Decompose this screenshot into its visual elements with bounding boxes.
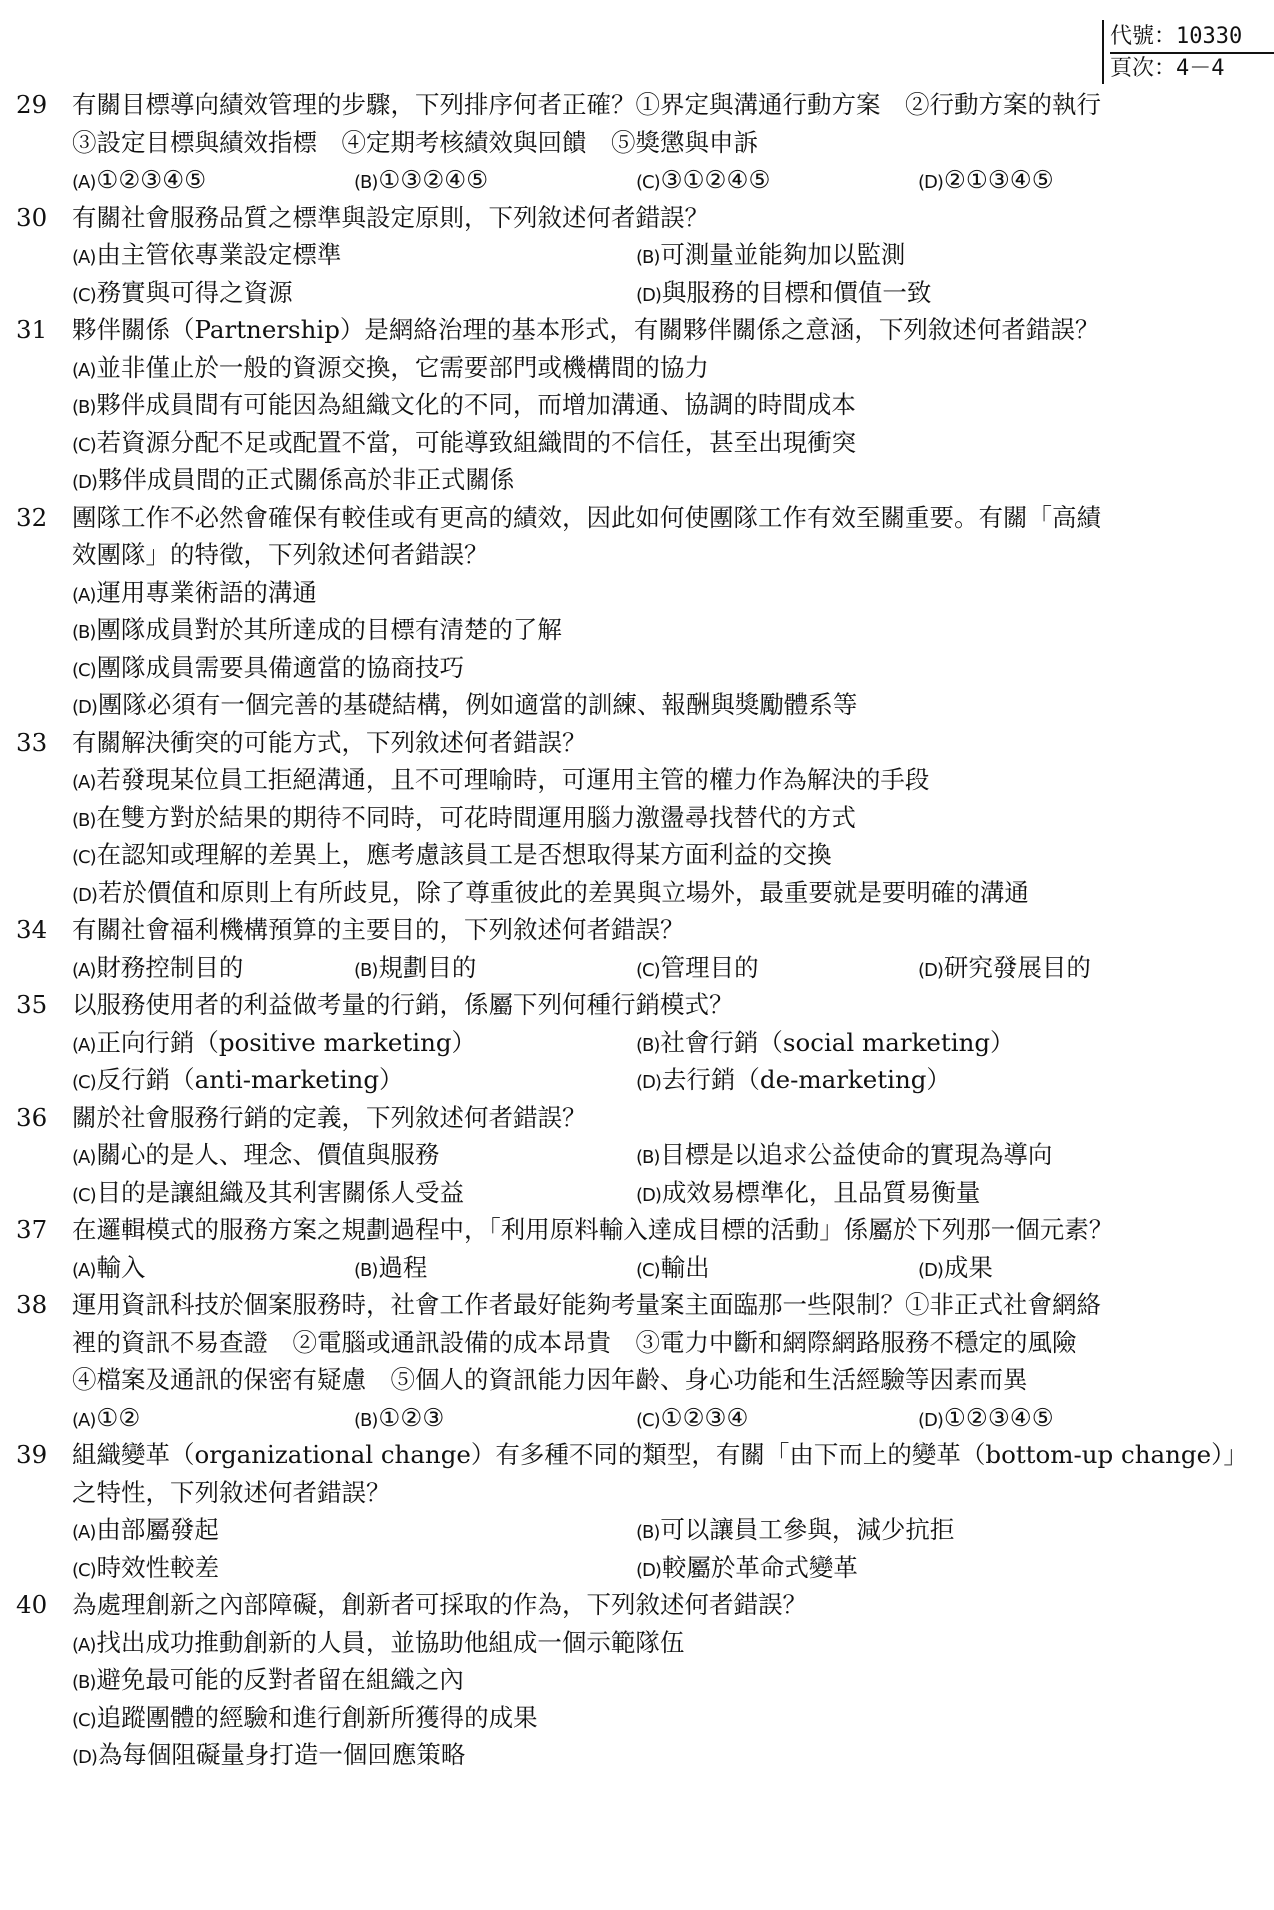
option-text: 財務控制目的 — [96, 952, 244, 982]
question-body — [72, 724, 1260, 912]
question-number: 35 — [16, 990, 48, 1019]
option-text: 由主管依專業設定標準 — [96, 240, 342, 269]
option-c — [636, 1249, 918, 1287]
question-31 — [16, 311, 1260, 499]
exam-code-box — [1102, 20, 1274, 84]
option-text: 成效易標準化，且品質易衡量 — [661, 1177, 981, 1207]
option-text: ①③②④⑤ — [378, 165, 489, 194]
question-29 — [16, 86, 1260, 199]
option-c — [72, 649, 1260, 687]
option-mark: (A) — [72, 1034, 96, 1056]
question-body — [72, 1099, 1260, 1212]
question-38 — [16, 1286, 1260, 1436]
question-39 — [16, 1436, 1260, 1586]
option-mark: (A) — [72, 772, 96, 793]
option-text: 可以讓員工參與，減少抗拒 — [660, 1515, 955, 1544]
option-mark: (D) — [636, 1559, 661, 1581]
option-group — [72, 1399, 1260, 1437]
option-mark: (C) — [636, 1259, 660, 1281]
option-d — [918, 1399, 1200, 1437]
question-number: 30 — [16, 202, 48, 232]
question-stem-line: 運用資訊科技於個案服務時，社會工作者最好能夠考量案主面臨那一些限制？①非正式社會網絡 — [72, 1290, 1101, 1319]
option-group — [72, 574, 1260, 724]
option-group — [72, 349, 1260, 499]
option-mark: (D) — [918, 959, 943, 981]
question-40 — [16, 1586, 1260, 1774]
question-stem-line: 有關社會服務品質之標準與設定原則，下列敘述何者錯誤？ — [72, 202, 709, 232]
option-b — [354, 1249, 636, 1287]
option-b — [72, 799, 1260, 837]
option-mark: (C) — [72, 434, 96, 456]
option-c — [72, 274, 636, 312]
option-c — [72, 424, 1260, 462]
option-b — [636, 1024, 1200, 1062]
option-text: 追蹤團體的經驗和進行創新所獲得的成果 — [96, 1702, 538, 1732]
option-c — [72, 1699, 1260, 1737]
option-mark: (B) — [636, 247, 660, 268]
option-text: ②①③④⑤ — [943, 165, 1054, 194]
option-text: 目標是以追求公益使命的實現為導向 — [660, 1140, 1053, 1169]
option-a — [72, 1511, 636, 1549]
question-stem-line: 效團隊」的特徵，下列敘述何者錯誤？ — [72, 540, 489, 569]
option-a — [72, 236, 636, 274]
option-a — [72, 574, 1260, 612]
option-text: 夥伴成員間的正式關係高於非正式關係 — [97, 465, 515, 494]
option-c — [636, 161, 918, 199]
option-group — [72, 161, 1260, 199]
option-d — [636, 1549, 1200, 1587]
question-stem-line: 有關社會福利機構預算的主要目的，下列敘述何者錯誤？ — [72, 915, 685, 944]
option-text: 夥伴成員間有可能因為組織文化的不同，而增加溝通、協調的時間成本 — [96, 390, 856, 419]
option-text: 較屬於革命式變革 — [661, 1552, 858, 1582]
question-stem-line: 有關目標導向績效管理的步驟，下列排序何者正確？①界定與溝通行動方案 ②行動方案的執行 — [72, 90, 1101, 119]
option-text: 團隊必須有一個完善的基礎結構，例如適當的訓練、報酬與獎勵體系等 — [97, 690, 858, 719]
question-number: 39 — [16, 1440, 48, 1469]
option-d — [72, 1736, 1260, 1774]
option-mark: (C) — [72, 1709, 96, 1731]
question-body — [72, 311, 1260, 499]
option-c — [72, 836, 1260, 874]
option-group — [72, 761, 1260, 911]
option-mark: (C) — [72, 284, 96, 306]
option-mark: (D) — [72, 1747, 97, 1768]
option-group — [72, 1024, 1260, 1099]
option-mark: (B) — [72, 1672, 96, 1693]
question-number: 29 — [16, 90, 48, 119]
option-mark: (D) — [918, 1259, 943, 1281]
option-mark: (A) — [72, 247, 96, 268]
question-37 — [16, 1211, 1260, 1286]
option-mark: (B) — [636, 1034, 660, 1056]
option-b — [354, 161, 636, 199]
question-body — [72, 1436, 1260, 1586]
option-d — [918, 161, 1200, 199]
option-mark: (A) — [72, 1409, 96, 1431]
option-group — [72, 1249, 1260, 1287]
question-stem-line: 以服務使用者的利益做考量的行銷，係屬下列何種行銷模式？ — [72, 990, 734, 1019]
question-36 — [16, 1099, 1260, 1212]
option-group — [72, 1136, 1260, 1211]
option-mark: (B) — [354, 1409, 378, 1431]
option-d — [636, 1061, 1200, 1099]
option-b — [72, 1661, 1260, 1699]
option-a — [72, 1624, 1260, 1662]
question-number: 38 — [16, 1290, 48, 1319]
option-c — [636, 949, 918, 987]
exam-code: 代號：10330 — [1110, 22, 1274, 54]
option-mark: (A) — [72, 172, 96, 193]
option-mark: (C) — [72, 1184, 96, 1206]
option-mark: (B) — [72, 809, 96, 831]
option-text: ①②③④⑤ — [96, 165, 207, 194]
option-mark: (A) — [72, 359, 96, 381]
option-mark: (D) — [72, 697, 97, 718]
option-text: 並非僅止於一般的資源交換，它需要部門或機構間的協力 — [96, 352, 709, 382]
question-stem-line: 夥伴關係（Partnership）是網絡治理的基本形式，有關夥伴關係之意涵，下列敘述何者錯誤？ — [72, 315, 1100, 344]
option-text: ①②③④⑤ — [943, 1402, 1054, 1432]
option-text: 團隊成員需要具備適當的協商技巧 — [96, 652, 465, 682]
option-a — [72, 949, 354, 987]
option-mark: (C) — [636, 1409, 660, 1431]
option-mark: (C) — [72, 659, 96, 681]
option-mark: (B) — [636, 1147, 660, 1168]
option-a — [72, 1249, 354, 1287]
option-text: 運用專業術語的溝通 — [96, 577, 317, 607]
option-mark: (A) — [72, 1259, 96, 1281]
option-mark: (A) — [72, 584, 96, 606]
option-b — [636, 236, 1200, 274]
question-body — [72, 86, 1260, 199]
question-stem-line: 關於社會服務行銷的定義，下列敘述何者錯誤？ — [72, 1102, 587, 1132]
option-a — [72, 349, 1260, 387]
option-text: 務實與可得之資源 — [96, 277, 293, 307]
question-body — [72, 499, 1260, 724]
option-b — [636, 1511, 1200, 1549]
option-text: 目的是讓組織及其利害關係人受益 — [96, 1177, 465, 1207]
option-text: 找出成功推動創新的人員，並協助他組成一個示範隊伍 — [96, 1627, 685, 1657]
option-text: 若資源分配不足或配置不當，可能導致組織間的不信任，甚至出現衝突 — [96, 427, 857, 457]
option-text: 過程 — [378, 1252, 428, 1282]
question-stem-line: 團隊工作不必然會確保有較佳或有更高的績效，因此如何使團隊工作有效至關重要。有關「高績 — [72, 502, 1101, 532]
option-text: ③①②④⑤ — [660, 165, 771, 194]
question-number: 31 — [16, 315, 48, 344]
question-number: 34 — [16, 915, 48, 944]
option-mark: (D) — [636, 284, 661, 306]
option-b — [72, 611, 1260, 649]
option-text: ①② — [96, 1402, 141, 1432]
question-30 — [16, 199, 1260, 312]
option-mark: (B) — [354, 172, 378, 193]
question-stem-line: 組織變革（organizational change）有多種不同的類型，有關「由下而上的變革（bottom-up change）」 — [72, 1440, 1248, 1469]
option-text: 研究發展目的 — [943, 952, 1091, 982]
option-group — [72, 1511, 1260, 1586]
option-d — [918, 949, 1200, 987]
option-mark: (B) — [72, 397, 96, 418]
question-34 — [16, 911, 1260, 986]
option-text: 管理目的 — [660, 952, 759, 982]
option-a — [72, 1399, 354, 1437]
question-number: 36 — [16, 1102, 48, 1132]
option-mark: (D) — [918, 1409, 943, 1431]
option-text: 為每個阻礙量身打造一個回應策略 — [97, 1740, 466, 1769]
option-text: 反行銷（anti-marketing） — [96, 1065, 404, 1094]
option-mark: (A) — [72, 1147, 96, 1168]
option-mark: (A) — [72, 1522, 96, 1543]
option-text: 去行銷（de-marketing） — [661, 1065, 951, 1094]
option-text: 若發現某位員工拒絕溝通，且不可理喻時，可運用主管的權力作為解決的手段 — [96, 765, 930, 794]
option-group — [72, 236, 1260, 311]
question-33 — [16, 724, 1260, 912]
option-a — [72, 761, 1260, 799]
question-number: 32 — [16, 502, 48, 532]
option-text: 正向行銷（positive marketing） — [96, 1027, 477, 1057]
option-text: 若於價值和原則上有所歧見，除了尊重彼此的差異與立場外，最重要就是要明確的溝通 — [97, 877, 1029, 907]
option-group — [72, 949, 1260, 987]
question-35 — [16, 986, 1260, 1099]
question-stem-line: 之特性，下列敘述何者錯誤？ — [72, 1477, 391, 1507]
question-stem-line: 有關解決衝突的可能方式，下列敘述何者錯誤？ — [72, 727, 587, 757]
option-b — [354, 1399, 636, 1437]
option-text: 輸出 — [660, 1252, 710, 1282]
option-d — [72, 686, 1260, 724]
question-list — [16, 86, 1260, 1774]
question-body — [72, 199, 1260, 312]
option-mark: (C) — [72, 847, 96, 868]
option-text: 時效性較差 — [96, 1552, 220, 1582]
option-mark: (D) — [72, 472, 97, 493]
option-mark: (A) — [72, 1634, 96, 1656]
question-body — [72, 1211, 1260, 1286]
question-number: 40 — [16, 1590, 48, 1619]
question-stem-line: 裡的資訊不易查證 ②電腦或通訊設備的成本昂貴 ③電力中斷和網際網路服務不穩定的風險 — [72, 1327, 1077, 1357]
question-32 — [16, 499, 1260, 724]
option-d — [72, 874, 1260, 912]
question-body — [72, 1286, 1260, 1436]
option-mark: (C) — [72, 1559, 96, 1581]
option-mark: (C) — [72, 1072, 96, 1093]
option-b — [636, 1136, 1200, 1174]
option-d — [636, 274, 1200, 312]
option-text: ①②③ — [378, 1402, 445, 1432]
question-stem-line: 在邏輯模式的服務方案之規劃過程中，「利用原料輸入達成目標的活動」係屬於下列那一個元素？ — [72, 1215, 1114, 1244]
question-number: 37 — [16, 1215, 48, 1244]
option-mark: (B) — [354, 1259, 378, 1281]
option-text: 團隊成員對於其所達成的目標有清楚的了解 — [96, 615, 562, 644]
option-d — [72, 461, 1260, 499]
question-body — [72, 911, 1260, 986]
question-number: 33 — [16, 727, 48, 757]
option-mark: (C) — [636, 959, 660, 981]
option-text: 由部屬發起 — [96, 1515, 219, 1544]
option-a — [72, 161, 354, 199]
option-mark: (B) — [72, 622, 96, 643]
option-c — [636, 1399, 918, 1437]
option-c — [72, 1549, 636, 1587]
option-mark: (D) — [636, 1072, 661, 1093]
option-text: 社會行銷（social marketing） — [660, 1027, 1015, 1057]
page-indicator: 頁次：4－4 — [1110, 56, 1225, 81]
option-text: 可測量並能夠加以監測 — [660, 240, 906, 269]
question-stem-line: ④檔案及通訊的保密有疑慮 ⑤個人的資訊能力因年齡、身心功能和生活經驗等因素而異 — [72, 1365, 1028, 1394]
option-text: ①②③④ — [660, 1402, 749, 1432]
option-b — [72, 386, 1260, 424]
option-text: 關心的是人、理念、價值與服務 — [96, 1140, 440, 1169]
option-b — [354, 949, 636, 987]
option-group — [72, 1624, 1260, 1774]
option-c — [72, 1061, 636, 1099]
option-a — [72, 1136, 636, 1174]
option-mark: (C) — [636, 172, 660, 193]
option-mark: (D) — [636, 1184, 661, 1206]
option-mark: (D) — [918, 172, 943, 193]
option-d — [918, 1249, 1200, 1287]
option-mark: (D) — [72, 884, 97, 906]
question-stem-line: 為處理創新之內部障礙，創新者可採取的作為，下列敘述何者錯誤？ — [72, 1590, 807, 1619]
option-a — [72, 1024, 636, 1062]
option-mark: (B) — [354, 959, 378, 981]
option-mark: (A) — [72, 959, 96, 981]
option-text: 成果 — [943, 1252, 993, 1282]
question-body — [72, 1586, 1260, 1774]
option-text: 在雙方對於結果的期待不同時，可花時間運用腦力激盪尋找替代的方式 — [96, 802, 856, 832]
option-c — [72, 1174, 636, 1212]
question-stem-line: ③設定目標與績效指標 ④定期考核績效與回饋 ⑤獎懲與申訴 — [72, 127, 758, 157]
option-d — [636, 1174, 1200, 1212]
question-body — [72, 986, 1260, 1099]
option-text: 避免最可能的反對者留在組織之內 — [96, 1665, 464, 1694]
option-text: 輸入 — [96, 1252, 146, 1282]
option-text: 規劃目的 — [378, 952, 477, 982]
option-text: 在認知或理解的差異上，應考慮該員工是否想取得某方面利益的交換 — [96, 840, 832, 869]
option-mark: (B) — [636, 1522, 660, 1543]
option-text: 與服務的目標和價值一致 — [661, 277, 932, 307]
